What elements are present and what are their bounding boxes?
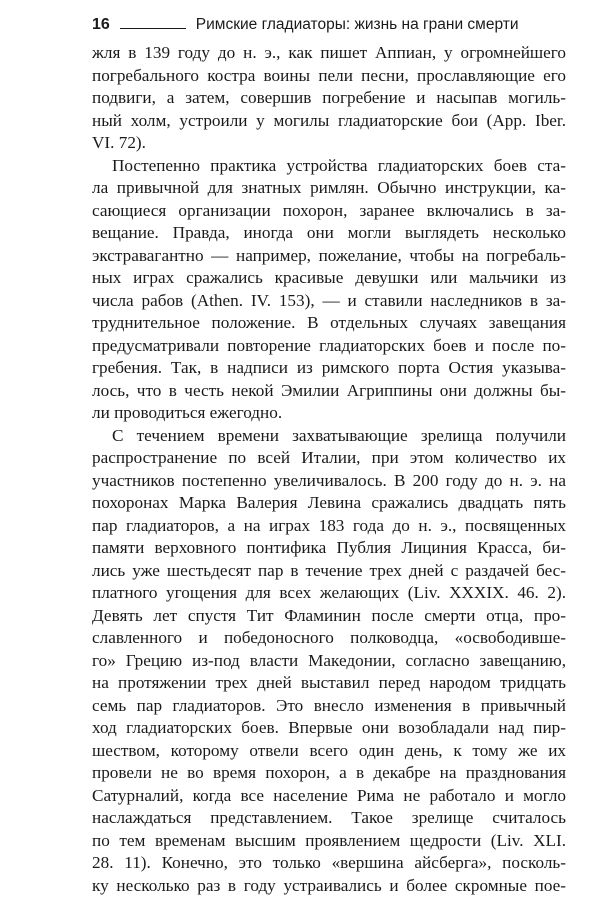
paragraph	[92, 42, 566, 155]
text-line: похоронах Марка Валерия Левина сражались двадцать пять	[92, 492, 566, 515]
text-line: С течением времени захватывающие зрелища получили	[92, 425, 566, 448]
text-line: Сатурналий, когда все население Рима не работало и могло	[92, 785, 566, 808]
text-line: гребения. Так, в надписи из римского порта Остия указыва-	[92, 357, 566, 380]
text-line: распространение по всей Италии, при этом количество их	[92, 447, 566, 470]
paragraph	[92, 155, 566, 425]
text-line: погребального костра воины пели песни, прославляющие его	[92, 65, 566, 88]
running-head	[92, 12, 562, 34]
text-line: числа рабов (Athen. IV. 153), — и ставили наследников в за-	[92, 290, 566, 313]
text-line: вещание. Правда, иногда они могли выглядеть несколько	[92, 222, 566, 245]
text-line: лось, что в честь некой Эмилии Агриппины они должны бы-	[92, 380, 566, 403]
text-line: ла привычной для знатных римлян. Обычно инструкции, ка-	[92, 177, 566, 200]
text-line: памяти верховного понтифика Публия Лициния Красса, би-	[92, 537, 566, 560]
text-line: семь пар гладиаторов. Это внесло изменения в привычный	[92, 695, 566, 718]
header-rule	[120, 28, 186, 29]
text-line: пар гладиаторов, а на играх 183 года до н. э., посвященных	[92, 515, 566, 538]
text-line: платного угощения для всех желающих (Liv. XXXIX. 46. 2).	[92, 582, 566, 605]
text-line: 28. 11). Конечно, это только «вершина айсберга», посколь-	[92, 852, 566, 875]
text-line: Девять лет спустя Тит Фламинин после смерти отца, про-	[92, 605, 566, 628]
text-line: ли проводиться ежегодно.	[92, 402, 566, 425]
text-line: подвиги, а затем, совершив погребение и насыпав могиль-	[92, 87, 566, 110]
text-line: на протяжении трех дней выставил перед народом тридцать	[92, 672, 566, 695]
text-line: го» Грецию из-под власти Македонии, согласно завещанию,	[92, 650, 566, 673]
text-line: жля в 139 году до н. э., как пишет Аппиан, у огромнейшего	[92, 42, 566, 65]
text-line: Постепенно практика устройства гладиаторских боев ста-	[92, 155, 566, 178]
body-text	[92, 42, 566, 897]
text-line: шеством, которому отвели всего один день, к тому же их	[92, 740, 566, 763]
text-line: сающиеся организации похорон, заранее включались в за-	[92, 200, 566, 223]
text-line: ных играх сражались красивые девушки или мальчики из	[92, 267, 566, 290]
text-line: ный холм, устроили у могилы гладиаторские бои (App. Iber.	[92, 110, 566, 133]
text-line: лись уже шестьдесят пар в течение трех дней с раздачей бес-	[92, 560, 566, 583]
text-line: по тем временам высшим проявлением щедрости (Liv. XLI.	[92, 830, 566, 853]
text-line: VI. 72).	[92, 132, 566, 155]
text-line: наслаждаться представлением. Такое зрелище считалось	[92, 807, 566, 830]
book-title: Римские гладиаторы: жизнь на грани смерти	[196, 16, 519, 34]
text-line: ку несколько раз в году устраивались и более скромные пое-	[92, 875, 566, 897]
text-line: ход гладиаторских боев. Впервые они возобладали над пир-	[92, 717, 566, 740]
text-line: экстравагантно — например, пожелание, чтобы на погребаль-	[92, 245, 566, 268]
text-line: провели не во время похорон, а в декабре на празднования	[92, 762, 566, 785]
text-line: труднительное положение. В отдельных случаях завещания	[92, 312, 566, 335]
paragraph	[92, 425, 566, 897]
text-line: славленного и победоносного полководца, «освободивше-	[92, 627, 566, 650]
page-number: 16	[92, 16, 110, 34]
text-line: предусматривали повторение гладиаторских боев и после по-	[92, 335, 566, 358]
text-line: участников постепенно увеличивалось. В 200 году до н. э. на	[92, 470, 566, 493]
